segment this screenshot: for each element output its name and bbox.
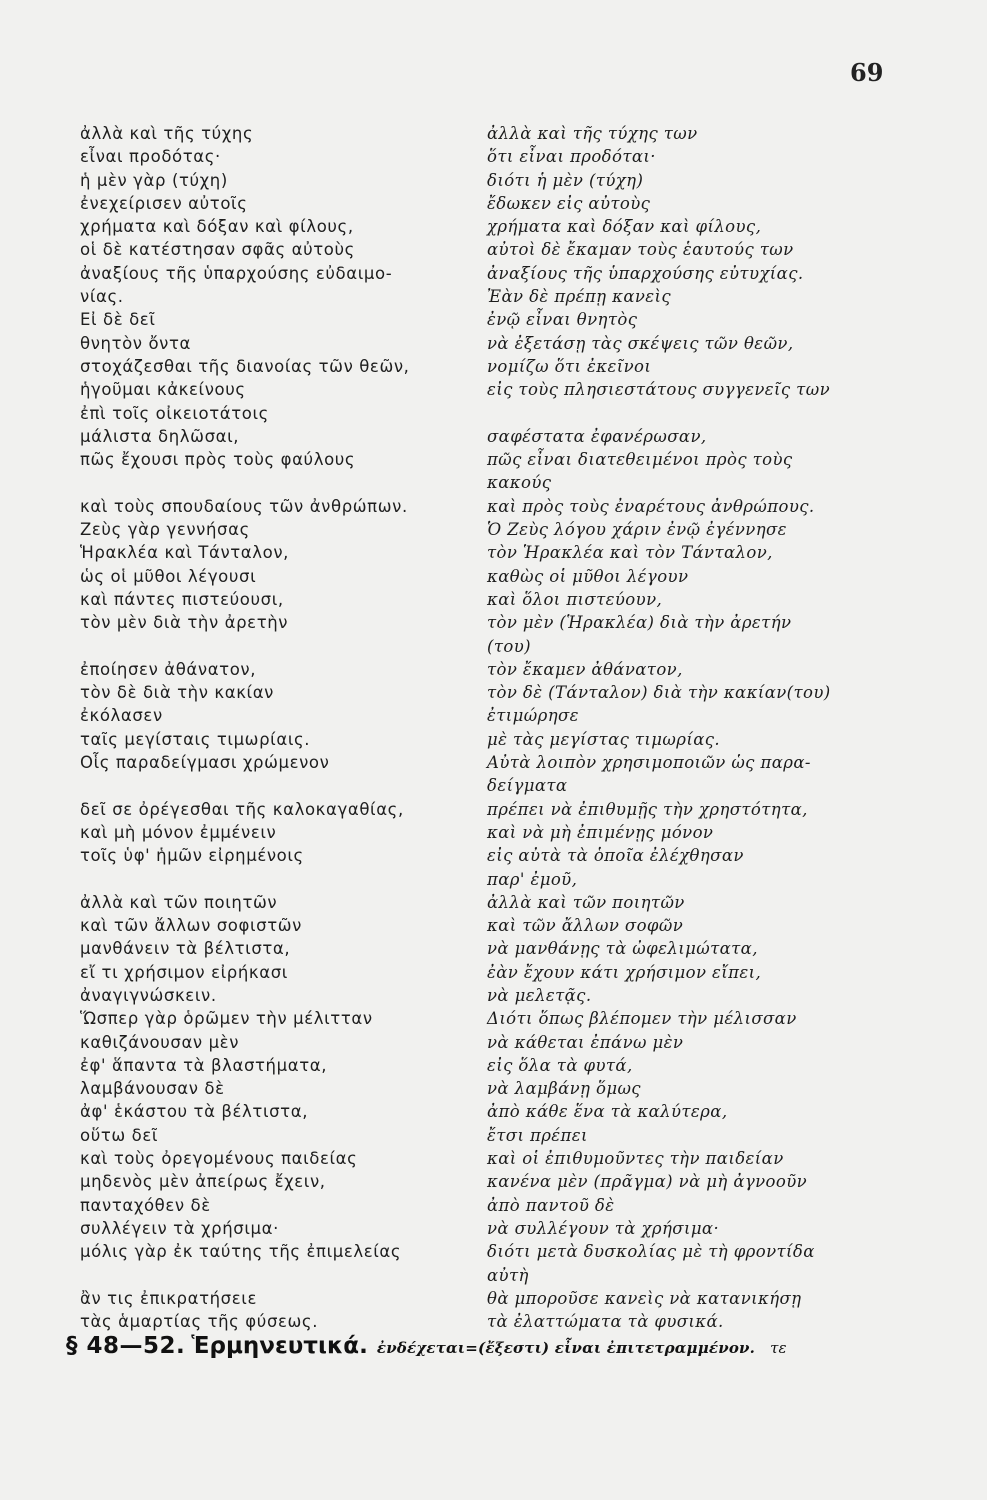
greek-line: τὰς ἁμαρτίας τῆς φύσεως. (80, 1312, 319, 1332)
translation-line: ὅτι εἶναι προδόται· (487, 147, 656, 167)
commentary-footer (66, 1333, 946, 1359)
translation-line: τὸν μὲν (Ἡρακλέα) διὰ τὴν ἀρετήν (487, 613, 792, 633)
translation-line: πῶς εἶναι διατεθειμένοι πρὸς τοὺς (487, 450, 793, 470)
greek-line: ἀλλὰ καὶ τῆς τύχης (80, 124, 254, 143)
greek-line: ἐφ' ἅπαντα τὰ βλαστήματα, (80, 1055, 328, 1075)
greek-line: ἀλλὰ καὶ τῶν ποιητῶν (80, 892, 278, 912)
translation-line: ἀπὸ παντοῦ δὲ (487, 1195, 615, 1215)
translation-line: καὶ οἱ ἐπιθυμοῦντες τὴν παιδείαν (487, 1149, 784, 1169)
greek-line: Οἷς παραδείγμασι χρώμενον (80, 753, 330, 773)
greek-line: ἂν τις ἐπικρατήσειε (80, 1288, 257, 1308)
greek-line: μηδενὸς μὲν ἀπείρως ἔχειν, (80, 1172, 326, 1192)
translation-line: χρήματα καὶ δόξαν καὶ φίλους, (487, 217, 762, 237)
translation-line: Αὐτὰ λοιπὸν χρησιμοποιῶν ὡς παρα- (487, 753, 811, 773)
translation-line: Ἐὰν δὲ πρέπῃ κανεὶς (487, 287, 672, 307)
greek-line (80, 868, 480, 891)
greek-line: οὕτω δεῖ (80, 1125, 159, 1145)
greek-line: δεῖ σε ὀρέγεσθαι τῆς καλοκαγαθίας, (80, 799, 404, 819)
greek-line: θνητὸν ὄντα (80, 333, 191, 353)
translation-line (487, 402, 907, 425)
translation-line: ἀλλὰ καὶ τῆς τύχης των (487, 124, 698, 143)
greek-line: πανταχόθεν δὲ (80, 1195, 211, 1215)
greek-line: καὶ πάντες πιστεύουσι, (80, 589, 284, 609)
translation-line: νὰ ἐξετάσῃ τὰς σκέψεις τῶν θεῶν, (487, 333, 794, 353)
greek-line: ἡ μὲν γὰρ (τύχη) (80, 170, 228, 190)
greek-line: λαμβάνουσαν δὲ (80, 1079, 225, 1099)
translation-line: πρέπει νὰ ἐπιθυμῇς τὴν χρηστότητα, (487, 799, 808, 819)
greek-line: καὶ τοὺς ὀρεγομένους παιδείας (80, 1149, 358, 1169)
translation-line: δείγματα (487, 776, 568, 796)
translation-line: ἐνῷ εἶναι θνητὸς (487, 310, 638, 330)
greek-line: ἐποίησεν ἀθάνατον, (80, 659, 257, 679)
translation-line: ἔδωκεν εἰς αὐτοὺς (487, 193, 651, 213)
greek-line: ταῖς μεγίσταις τιμωρίαις. (80, 729, 311, 749)
translation-line: τὸν Ἡρακλέα καὶ τὸν Τάνταλον, (487, 543, 773, 563)
greek-line: μάλιστα δηλῶσαι, (80, 426, 240, 446)
translation-line: κακούς (487, 473, 552, 493)
translation-column (487, 122, 907, 1333)
greek-line (80, 635, 480, 658)
translation-line: καὶ νὰ μὴ ἐπιμένῃς μόνον (487, 822, 714, 842)
greek-line: καὶ μὴ μόνον ἐμμένειν (80, 822, 277, 842)
translation-line: αὐτοὶ δὲ ἔκαμαν τοὺς ἑαυτούς των (487, 240, 794, 260)
translation-line: μὲ τὰς μεγίστας τιμωρίας. (487, 729, 721, 749)
translation-line: καὶ πρὸς τοὺς ἐναρέτους ἀνθρώπους. (487, 496, 815, 516)
translation-line: ἐὰν ἔχουν κάτι χρήσιμον εἴπει, (487, 962, 762, 982)
translation-line: ἀπὸ κάθε ἕνα τὰ καλύτερα, (487, 1102, 728, 1122)
translation-line: καθὼς οἱ μῦθοι λέγουν (487, 566, 689, 586)
commentary-note: ἐνδέχεται=(ἔξεστι) εἶναι ἐπιτετραμμένον. (376, 1339, 756, 1357)
translation-line: νὰ μελετᾷς. (487, 985, 592, 1005)
greek-line: συλλέγειν τὰ χρήσιμα· (80, 1218, 279, 1238)
greek-line: τὸν μὲν διὰ τὴν ἀρετὴν (80, 613, 289, 633)
translation-line: τὰ ἐλαττώματα τὰ φυσικά. (487, 1312, 724, 1332)
translation-line: νομίζω ὅτι ἐκεῖνοι (487, 356, 652, 376)
greek-line: ἐνεχείρισεν αὐτοῖς (80, 193, 248, 213)
greek-line: ἐκόλασεν (80, 706, 163, 726)
translation-line: νὰ μανθάνῃς τὰ ὠφελιμώτατα, (487, 939, 758, 959)
greek-line: Ὥσπερ γὰρ ὁρῶμεν τὴν μέλιτταν (80, 1009, 373, 1029)
greek-line: χρήματα καὶ δόξαν καὶ φίλους, (80, 217, 354, 237)
greek-line: νίας. (80, 287, 124, 307)
translation-line: αὐτὴ (487, 1265, 529, 1285)
translation-line: Διότι ὅπως βλέπομεν τὴν μέλισσαν (487, 1009, 797, 1029)
translation-line: τὸν δὲ (Τάνταλον) διὰ τὴν κακίαν(του) (487, 683, 831, 703)
greek-line: τοῖς ὑφ' ἡμῶν εἰρημένοις (80, 846, 304, 866)
greek-line: ἀφ' ἑκάστου τὰ βέλτιστα, (80, 1102, 309, 1122)
translation-line: ἀναξίους τῆς ὑπαρχούσης εὐτυχίας. (487, 263, 804, 283)
translation-line: διότι ἡ μὲν (τύχη) (487, 170, 644, 190)
translation-line: θὰ μποροῦσε κανεὶς νὰ κατανικήσῃ (487, 1288, 802, 1308)
commentary-heading: Ἑρμηνευτικά. (191, 1333, 368, 1359)
translation-line: τὸν ἔκαμεν ἀθάνατον, (487, 659, 683, 679)
translation-line: εἰς αὐτὰ τὰ ὁποῖα ἐλέχθησαν (487, 846, 744, 866)
commentary-note-continuation: τε (770, 1339, 787, 1357)
greek-line: καὶ τῶν ἄλλων σοφιστῶν (80, 916, 302, 936)
greek-line (80, 774, 480, 797)
greek-line: μανθάνειν τὰ βέλτιστα, (80, 939, 291, 959)
greek-line (80, 471, 480, 494)
page-number: 69 (850, 58, 884, 87)
translation-line: παρ' ἐμοῦ, (487, 869, 578, 889)
translation-line: νὰ λαμβάνῃ ὅμως (487, 1079, 641, 1099)
translation-line: ἔτσι πρέπει (487, 1125, 588, 1145)
greek-line: Ζεὺς γὰρ γεννήσας (80, 520, 250, 540)
translation-line: εἰς τοὺς πλησιεστάτους συγγενεῖς των (487, 380, 830, 400)
section-reference: § 48—52. (66, 1333, 186, 1359)
translation-line: ἀλλὰ καὶ τῶν ποιητῶν (487, 892, 685, 912)
translation-line: εἰς ὅλα τὰ φυτά, (487, 1055, 633, 1075)
greek-line: καὶ τοὺς σπουδαίους τῶν ἀνθρώπων. (80, 496, 408, 516)
greek-line: εἴ τι χρήσιμον εἰρήκασι (80, 962, 288, 982)
greek-line: Ἡρακλέα καὶ Τάνταλον, (80, 543, 289, 563)
greek-line: Εἰ δὲ δεῖ (80, 310, 156, 330)
translation-line: νὰ κάθεται ἐπάνω μὲν (487, 1032, 684, 1052)
translation-line: σαφέστατα ἐφανέρωσαν, (487, 426, 707, 446)
translation-line: νὰ συλλέγουν τὰ χρήσιμα· (487, 1218, 720, 1238)
greek-line: ἐπὶ τοῖς οἰκειοτάτοις (80, 403, 269, 423)
greek-line: ἀναξίους τῆς ὑπαρχούσης εὐδαιμο- (80, 263, 393, 283)
greek-line: εἶναι προδότας· (80, 147, 221, 167)
greek-line: οἱ δὲ κατέστησαν σφᾶς αὐτοὺς (80, 240, 355, 260)
translation-line: (του) (487, 636, 531, 656)
translation-line: ἐτιμώρησε (487, 706, 579, 726)
translation-line: καὶ ὅλοι πιστεύουν, (487, 589, 663, 609)
greek-line: ἡγοῦμαι κἀκείνους (80, 380, 246, 400)
translation-line: καὶ τῶν ἄλλων σοφῶν (487, 916, 684, 936)
translation-line: διότι μετὰ δυσκολίας μὲ τὴ φροντίδα (487, 1242, 815, 1262)
greek-line: ἀναγιγνώσκειν. (80, 985, 217, 1005)
greek-line: στοχάζεσθαι τῆς διανοίας τῶν θεῶν, (80, 356, 410, 376)
greek-line: ὡς οἱ μῦθοι λέγουσι (80, 566, 257, 586)
greek-line: καθιζάνουσαν μὲν (80, 1032, 240, 1052)
greek-line: μόλις γὰρ ἐκ ταύτης τῆς ἐπιμελείας (80, 1242, 402, 1262)
greek-line: πῶς ἔχουσι πρὸς τοὺς φαύλους (80, 450, 356, 470)
translation-line: κανένα μὲν (πρᾶγμα) νὰ μὴ ἀγνοοῦν (487, 1172, 808, 1192)
greek-line (80, 1264, 480, 1287)
original-greek-column (80, 122, 480, 1333)
greek-line: τὸν δὲ διὰ τὴν κακίαν (80, 683, 275, 703)
translation-line: Ὁ Ζεὺς λόγου χάριν ἐνῷ ἐγέννησε (487, 520, 787, 540)
